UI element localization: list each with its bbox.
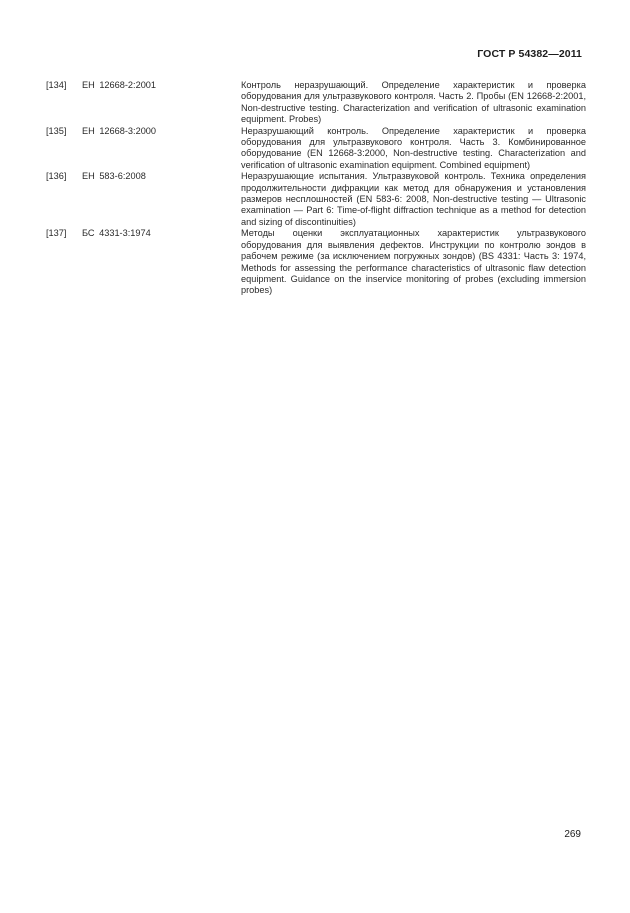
reference-standard-code: БС 4331-3:1974 bbox=[82, 228, 151, 239]
reference-title: Контроль неразрушающий. Определение характеристик и проверка оборудования для ультразвукового контроля. Часть 2. Пробы (EN 12668-2:2001, Non-destructive testing. Characterization and verification of ultrasonic examination equipment. Probes) bbox=[241, 80, 586, 125]
bibliography-entry bbox=[46, 228, 586, 296]
reference-number: [136] bbox=[46, 171, 67, 182]
page-number: 269 bbox=[564, 829, 581, 840]
reference-standard-code: ЕН 12668-2:2001 bbox=[82, 80, 157, 90]
bibliography-entry bbox=[46, 80, 586, 126]
reference-number: [134] bbox=[46, 80, 67, 90]
reference-number: [135] bbox=[46, 125, 67, 136]
reference-title: Неразрушающие испытания. Ультразвуковой контроль. Техника определения продолжительности дифракции как метод для обнаружения и установления размеров несплошностей (EN 583-6: 2008, Non-destructive testing — Ultrasonic examination — Part 6: Time-of-flight diffraction technique as a method for detection and sizing of discontinuities) bbox=[241, 171, 586, 227]
reference-standard-code: ЕН 12668-3:2000 bbox=[82, 125, 157, 136]
bibliography-entry bbox=[46, 171, 586, 228]
bibliography-entry bbox=[46, 126, 586, 172]
reference-title: Неразрушающий контроль. Определение характеристик и проверка оборудования для ультразвукового контроля. Часть 3. Комбинированное оборудование (EN 12668-3:2000, Non-destructive testing. Characterization and verification of ultrasonic examination equipment. Combined equipment) bbox=[241, 125, 586, 170]
reference-number: [137] bbox=[46, 228, 67, 239]
document-code-header: ГОСТ Р 54382—2011 bbox=[477, 48, 582, 60]
reference-title: Методы оценки эксплуатационных характеристик ультразвукового оборудования для выявления дефектов. Инструкции по контролю зондов в рабочем режиме (за исключением погружных зондов) (BS 4331: Часть 3: 1974, Methods for assessing the performance characteristics of ultrasonic flaw detection equipment. Guidance on the inservice monitoring of probes (excluding immersion probes) bbox=[241, 228, 586, 296]
reference-standard-code: ЕН 583-6:2008 bbox=[82, 171, 146, 182]
bibliography-list bbox=[46, 80, 586, 297]
